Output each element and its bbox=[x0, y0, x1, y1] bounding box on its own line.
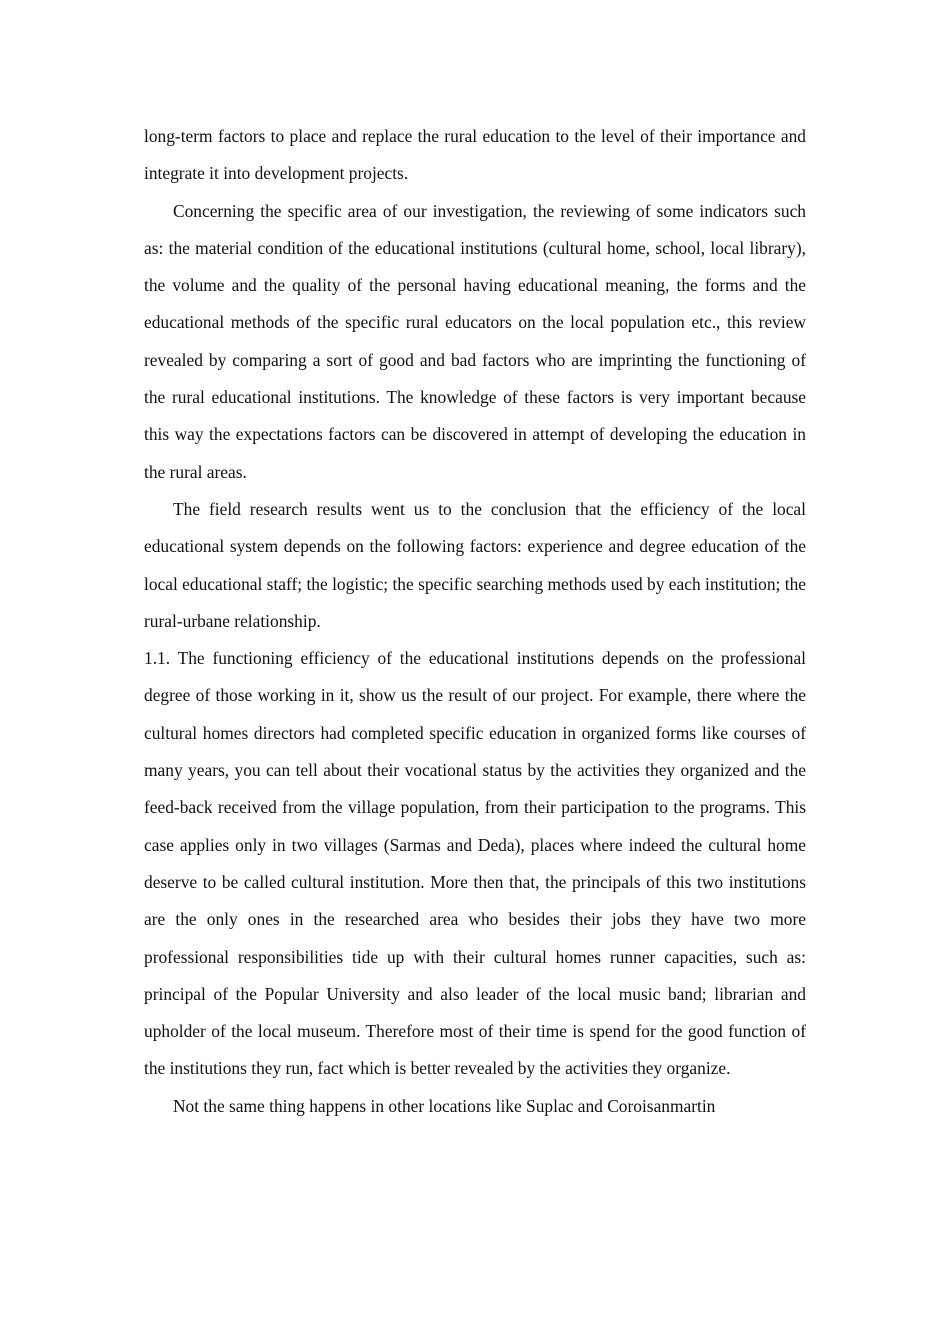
paragraph-field-research-results: The field research results went us to the conclusion that the efficiency of the local educational system depends on the following factors: experience and degree education of the local educational staff; the logistic; the specific searching methods used by each institution; the rural-urbane relationship. bbox=[144, 498, 806, 631]
paragraph-section-1-1: 1.1. The functioning efficiency of the educational institutions depends on the professional degree of those working in it, show us the result of our project. For example, there where the cultural homes directors had completed specific education in organized forms like courses of many years, you can tell about their vocational status by the activities they organized and the feed-back received from the village population, from their participation to the programs. This case applies only in two villages (Sarmas and Deda), places where indeed the cultural home deserve to be called cultural institution. More then that, the principals of this two institutions are the only ones in the researched area who besides their jobs they have two more professional responsibilities tide up with their cultural homes runner capacities, such as: principal of the Popular University and also leader of the local music band; librarian and upholder of the local museum. Therefore most of their time is spend for the good function of the institutions they run, fact which is better revealed by the activities they organize. bbox=[144, 648, 806, 1079]
paragraph-continuation: long-term factors to place and replace the rural education to the level of their importance and integrate it into development projects. bbox=[144, 126, 806, 184]
paragraph-indicators-review: Concerning the specific area of our investigation, the reviewing of some indicators such as: the material condition of the educational institutions (cultural home, school, local library), the volume and the quality of the personal having educational meaning, the forms and the educational methods of the specific rural educators on the local population etc., this review revealed by comparing a sort of good and bad factors who are imprinting the functioning of the rural educational institutions. The knowledge of these factors is very important because this way the expectations factors can be discovered in attempt of developing the education in the rural areas. bbox=[144, 200, 806, 482]
paragraph-other-locations: Not the same thing happens in other locations like Suplac and Coroisanmartin bbox=[173, 1095, 716, 1116]
document-page bbox=[144, 118, 806, 1125]
